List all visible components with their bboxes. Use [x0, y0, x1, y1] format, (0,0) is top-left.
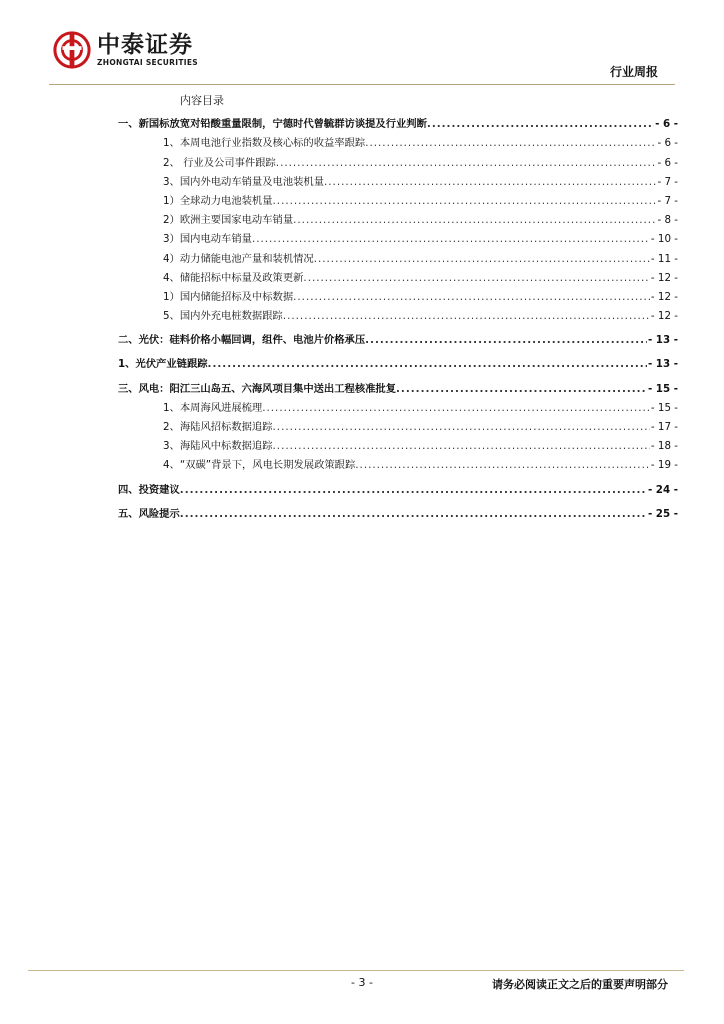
toc-entry[interactable]	[118, 414, 678, 433]
toc-entry-page: - 6 -	[657, 156, 678, 169]
zhongtai-logo-icon	[53, 31, 91, 69]
toc-entry[interactable]	[118, 476, 678, 495]
toc-leader-dots	[273, 440, 650, 452]
toc-leader-dots	[324, 176, 656, 188]
toc-entry[interactable]	[118, 188, 678, 207]
toc-entry-text: 4）动力储能电池产量和装机情况	[163, 252, 314, 265]
toc-entry[interactable]	[118, 130, 678, 149]
report-type-label: 行业周报	[609, 65, 658, 79]
toc-entry-page: - 25 -	[647, 507, 678, 520]
toc-leader-dots	[276, 157, 657, 169]
toc-leader-dots	[273, 195, 657, 207]
disclaimer-note: 请务必阅读正文之后的重要声明部分	[492, 978, 668, 991]
toc-entry-page: - 19 -	[650, 459, 678, 472]
toc-entry-text: 4、“双碳”背景下，风电长期发展政策跟踪	[163, 459, 356, 472]
toc-leader-dots	[208, 358, 647, 370]
toc-entry[interactable]	[118, 265, 678, 284]
footer-divider	[28, 970, 684, 971]
toc-entry-text: 二、光伏：硅料价格小幅回调，组件、电池片价格承压	[118, 334, 366, 347]
toc-entry-text: 1、本周海风进展梳理	[163, 401, 263, 414]
toc-entry-page: - 13 -	[647, 334, 678, 347]
toc-leader-dots	[180, 508, 647, 520]
toc-leader-dots	[396, 383, 647, 395]
toc-entry-page: - 17 -	[650, 421, 678, 433]
toc-leader-dots	[355, 459, 650, 471]
toc-entry-page: - 18 -	[650, 440, 678, 453]
toc-leader-dots	[252, 233, 650, 245]
toc-entry-text: 一、新国标放宽对铅酸重量限制，宁德时代曾毓群访谈提及行业判断	[118, 118, 427, 131]
company-logo	[53, 30, 198, 70]
toc-entry[interactable]	[118, 433, 678, 452]
toc-entry-page: - 12 -	[650, 310, 678, 323]
toc-entry[interactable]	[118, 327, 678, 346]
logo-english-name: ZHONGTAI SECURITIES	[97, 58, 198, 67]
toc-entry-page: - 7 -	[657, 194, 678, 207]
toc-entry[interactable]	[118, 169, 678, 188]
toc-entry[interactable]	[118, 452, 678, 471]
toc-leader-dots	[303, 272, 649, 284]
toc-entry-text: 1、光伏产业链跟踪	[118, 358, 208, 371]
toc-entry[interactable]	[118, 375, 678, 394]
toc-entry-text: 1）全球动力电池装机量	[163, 194, 273, 207]
toc-leader-dots	[314, 253, 650, 265]
header-divider	[49, 84, 675, 85]
toc-entry[interactable]	[118, 111, 678, 130]
toc-leader-dots	[293, 214, 656, 226]
logo-chinese-name: 中泰证券	[97, 32, 193, 58]
toc-entry[interactable]	[118, 207, 678, 226]
toc-leader-dots	[262, 402, 650, 414]
page-number: - 3 -	[351, 976, 373, 989]
toc-leader-dots	[283, 310, 650, 322]
toc-entry-text: 3）国内电动车销量	[163, 233, 252, 246]
toc-entry-text: 2）欧洲主要国家电动车销量	[163, 214, 294, 227]
toc-entry-page: - 11 -	[650, 252, 678, 265]
toc-leader-dots	[180, 484, 647, 496]
toc-entry-page: - 6 -	[657, 137, 678, 150]
toc-entry[interactable]	[118, 226, 678, 245]
toc-entry-page: - 13 -	[647, 358, 678, 371]
toc-entry-page: - 24 -	[647, 483, 678, 496]
toc-entry[interactable]	[118, 351, 678, 370]
toc-entry[interactable]	[118, 395, 678, 414]
toc-entry-page: - 10 -	[650, 233, 678, 246]
toc-leader-dots	[273, 421, 650, 433]
toc-entry-page: - 8 -	[657, 214, 678, 227]
toc-entry-text: 2、海陆风招标数据追踪	[163, 421, 273, 433]
toc-entry-text: 3、海陆风中标数据追踪	[163, 440, 273, 453]
toc-leader-dots	[365, 334, 647, 346]
toc-entry-text: 五、风险提示	[118, 507, 180, 520]
toc-entry-text: 四、投资建议	[118, 483, 180, 496]
toc-leader-dots	[427, 118, 654, 130]
toc-entry-page: - 12 -	[650, 271, 678, 284]
toc-entry-page: - 6 -	[655, 118, 678, 131]
toc-entry[interactable]	[118, 284, 678, 303]
toc-entry[interactable]	[118, 149, 678, 168]
table-of-contents	[118, 111, 678, 520]
toc-title: 内容目录	[180, 94, 224, 107]
toc-leader-dots	[365, 137, 656, 149]
toc-entry[interactable]	[118, 501, 678, 520]
toc-entry-page: - 12 -	[650, 290, 678, 303]
toc-entry[interactable]	[118, 303, 678, 322]
toc-leader-dots	[293, 291, 650, 303]
toc-entry-text: 三、风电：阳江三山岛五、六海风项目集中送出工程核准批复	[118, 382, 397, 395]
toc-entry-text: 1、本周电池行业指数及核心标的收益率跟踪	[163, 137, 366, 150]
toc-entry-text: 4、储能招标中标量及政策更新	[163, 271, 304, 284]
toc-entry-page: - 7 -	[657, 175, 678, 188]
toc-entry-page: - 15 -	[647, 382, 678, 395]
toc-entry-page: - 15 -	[650, 401, 678, 414]
toc-entry[interactable]	[118, 245, 678, 264]
toc-entry-text: 5、国内外充电桩数据跟踪	[163, 310, 283, 323]
toc-entry-text: 3、国内外电动车销量及电池装机量	[163, 175, 325, 188]
toc-entry-text: 2、 行业及公司事件跟踪	[163, 156, 276, 169]
toc-entry-text: 1）国内储能招标及中标数据	[163, 290, 294, 303]
